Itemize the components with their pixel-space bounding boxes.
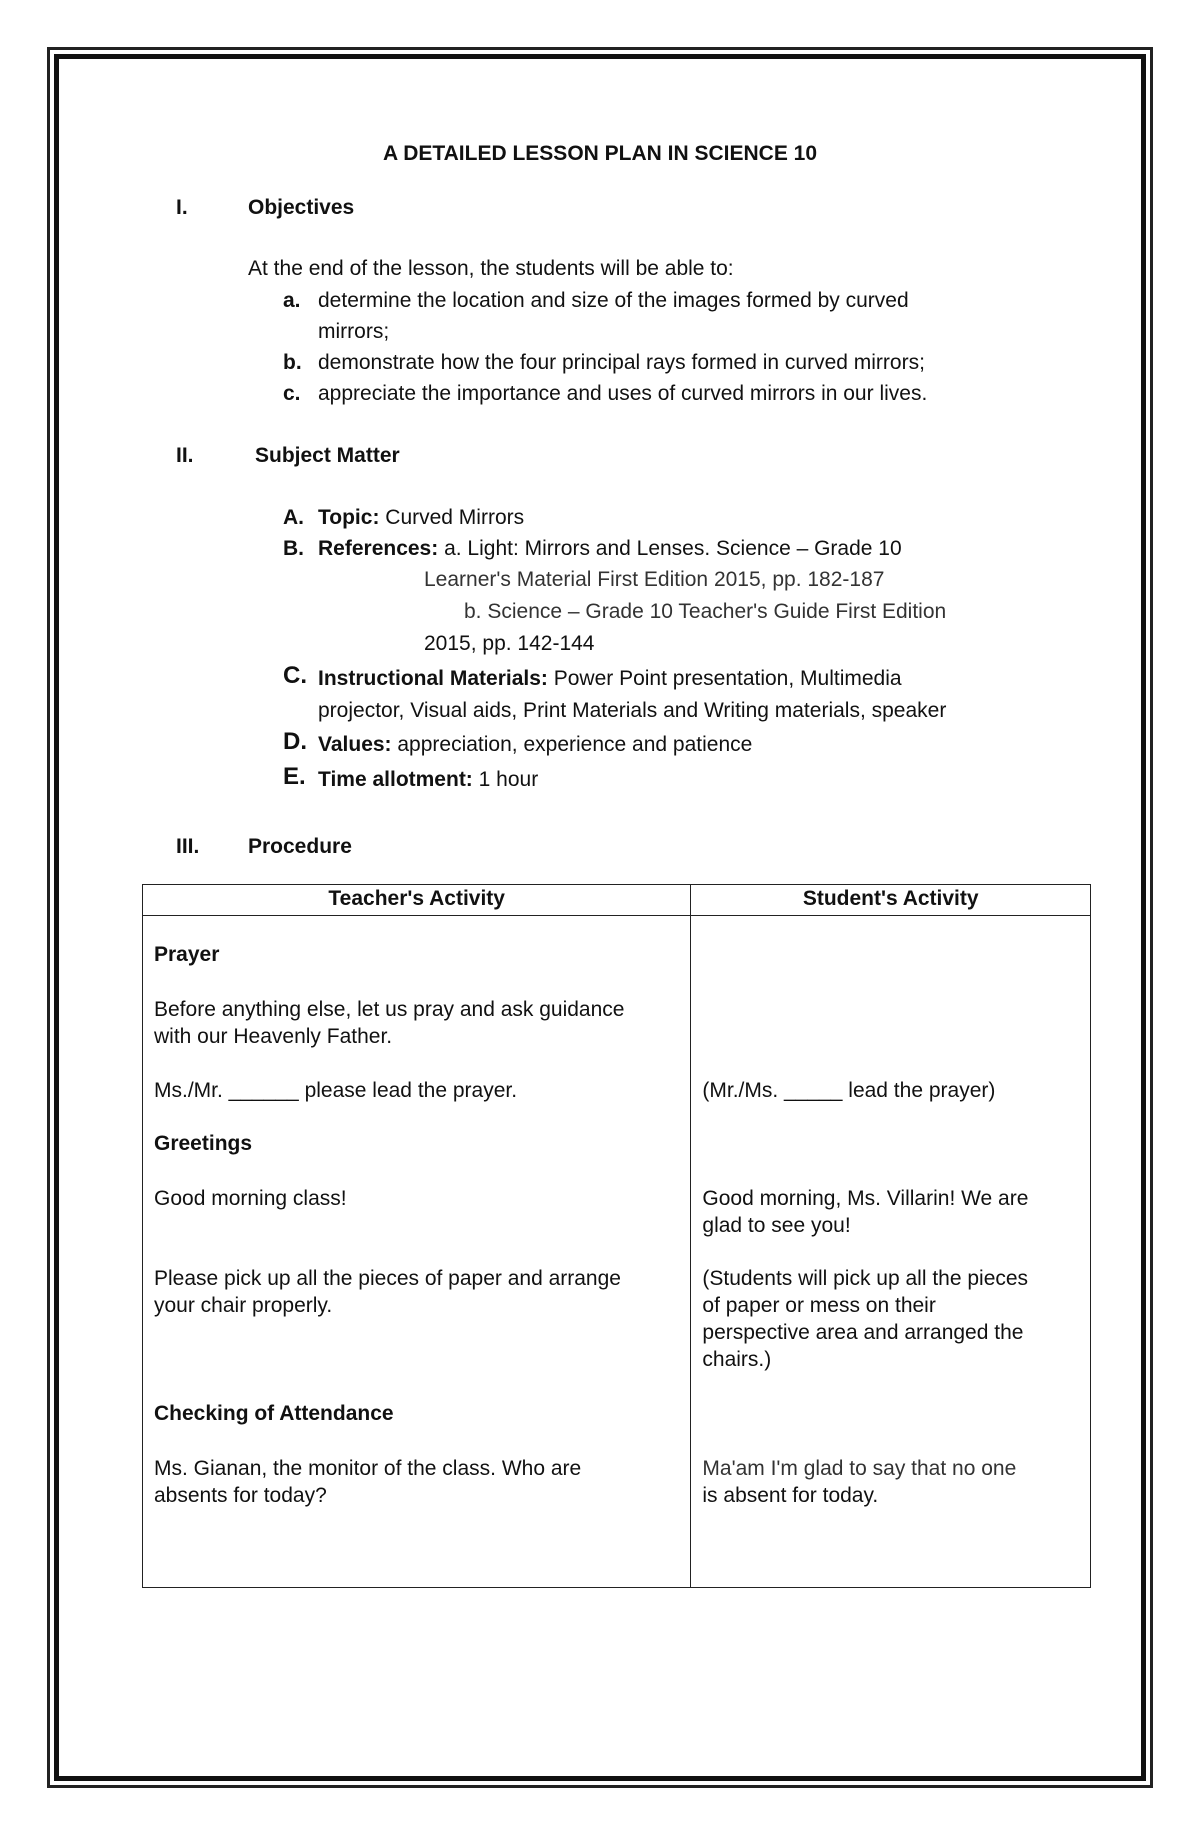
references-line1: a. Light: Mirrors and Lenses. Science – Grade 10 — [438, 537, 902, 560]
objective-c-letter: c. — [283, 382, 301, 405]
student-attendance-line1: Ma'am I'm glad to say that no one — [702, 1457, 1017, 1480]
document-title: A DETAILED LESSON PLAN IN SCIENCE 10 — [382, 142, 818, 165]
teacher-greeting: Good morning class! — [154, 1187, 347, 1210]
student-activity-cell — [691, 916, 1091, 1588]
materials-line1: Power Point presentation, Multimedia — [547, 667, 902, 690]
table-row — [143, 916, 1091, 1588]
teacher-pick-line2: your chair properly. — [154, 1294, 333, 1317]
values-label: Values: — [318, 733, 392, 756]
references-line4: 2015, pp. 142-144 — [424, 632, 595, 655]
header-teacher-activity: Teacher's Activity — [143, 885, 691, 916]
table-header-row — [143, 885, 1091, 916]
teacher-attendance-line1: Ms. Gianan, the monitor of the class. Who are — [154, 1457, 582, 1480]
objective-b-text: demonstrate how the four principal rays formed in curved mirrors; — [318, 351, 925, 374]
teacher-prayer-line2: with our Heavenly Father. — [154, 1025, 393, 1048]
teacher-pick-line1: Please pick up all the pieces of paper and arrange — [154, 1267, 621, 1290]
objective-a-letter: a. — [283, 289, 301, 312]
references-line — [318, 537, 902, 561]
topic-letter: A. — [283, 506, 304, 529]
values-letter: D. — [283, 728, 307, 755]
objective-b-letter: b. — [283, 351, 302, 374]
topic-label: Topic: — [318, 506, 380, 529]
teacher-attendance-line2: absents for today? — [154, 1484, 327, 1507]
section-subject-title: Subject Matter — [255, 444, 400, 467]
section-objectives-title: Objectives — [248, 196, 355, 219]
time-line — [318, 768, 538, 792]
attendance-heading: Checking of Attendance — [154, 1402, 394, 1425]
values-value: appreciation, experience and patience — [391, 733, 753, 756]
section-objectives-number: I. — [176, 196, 188, 219]
student-greeting-line2: glad to see you! — [702, 1214, 851, 1237]
student-greeting-line1: Good morning, Ms. Villarin! We are — [702, 1187, 1029, 1210]
objectives-intro: At the end of the lesson, the students will be able to: — [248, 257, 734, 280]
teacher-lead-prayer: Ms./Mr. ______ please lead the prayer. — [154, 1079, 518, 1102]
materials-letter: C. — [283, 662, 307, 689]
header-student-activity: Student's Activity — [691, 885, 1091, 916]
topic-value: Curved Mirrors — [379, 506, 525, 529]
teacher-activity-cell — [143, 916, 691, 1588]
values-line — [318, 733, 752, 757]
student-attendance-line2: is absent for today. — [702, 1484, 879, 1507]
greetings-heading: Greetings — [154, 1132, 253, 1155]
materials-line — [318, 667, 902, 691]
prayer-heading: Prayer — [154, 943, 220, 966]
references-letter: B. — [283, 537, 304, 560]
references-label: References: — [318, 537, 439, 560]
materials-line2: projector, Visual aids, Print Materials and Writing materials, speaker — [318, 699, 947, 722]
references-line2: Learner's Material First Edition 2015, pp. 182-187 — [424, 568, 885, 591]
objective-a-text: determine the location and size of the images formed by curved — [318, 289, 909, 312]
topic-line — [318, 506, 524, 530]
time-letter: E. — [283, 763, 306, 790]
objective-a-text-cont: mirrors; — [318, 320, 390, 343]
time-label: Time allotment: — [318, 768, 473, 791]
procedure-table — [142, 884, 1091, 1588]
student-pick-line1: (Students will pick up all the pieces — [702, 1267, 1029, 1290]
references-line3: b. Science – Grade 10 Teacher's Guide First Edition — [464, 600, 947, 623]
student-pick-line2: of paper or mess on their — [702, 1294, 936, 1317]
section-procedure-number: III. — [176, 835, 200, 858]
time-value: 1 hour — [472, 768, 539, 791]
student-pick-line4: chairs.) — [702, 1348, 772, 1371]
section-subject-number: II. — [176, 444, 194, 467]
student-pick-line3: perspective area and arranged the — [702, 1321, 1024, 1344]
student-lead-prayer: (Mr./Ms. _____ lead the prayer) — [702, 1079, 996, 1102]
section-procedure-title: Procedure — [248, 835, 352, 858]
materials-label: Instructional Materials: — [318, 667, 548, 690]
teacher-prayer-line1: Before anything else, let us pray and ask guidance — [154, 998, 625, 1021]
objective-c-text: appreciate the importance and uses of curved mirrors in our lives. — [318, 382, 928, 405]
